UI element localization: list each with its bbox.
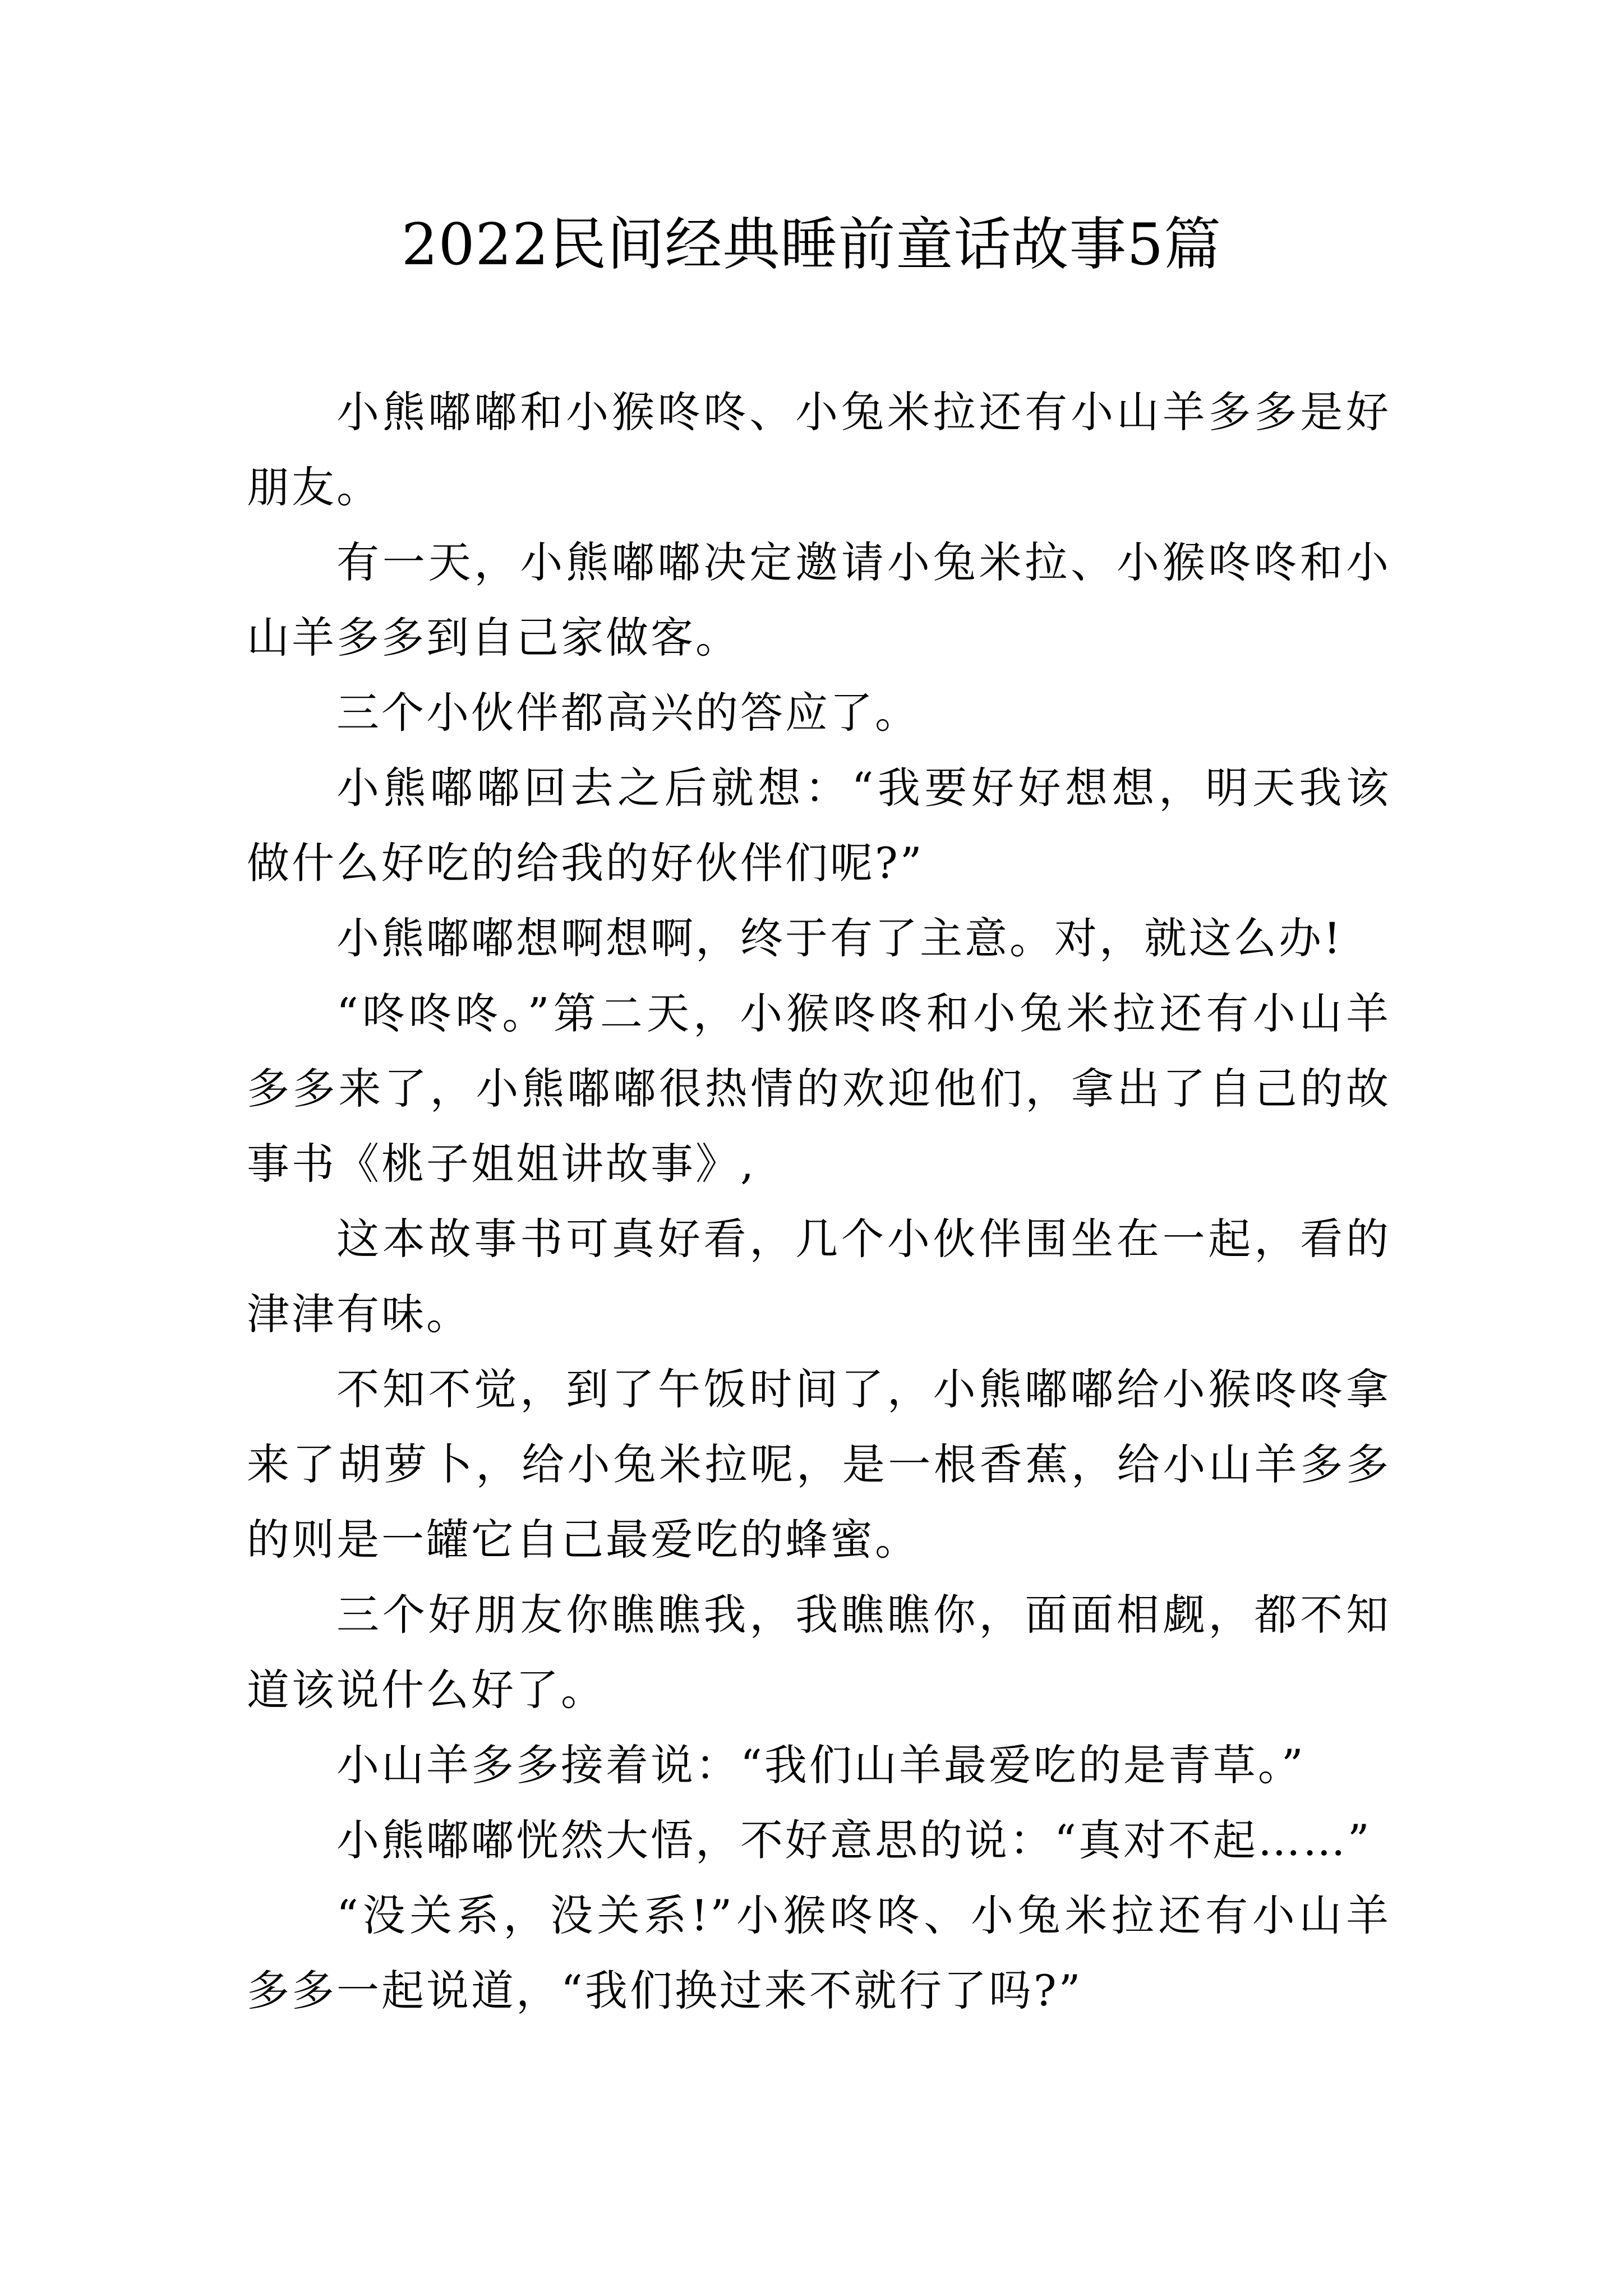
paragraph: 三个好朋友你瞧瞧我，我瞧瞧你，面面相觑，都不知道该说什么好了。: [247, 1590, 1391, 1715]
document-title: 2022民间经典睡前童话故事5篇: [401, 211, 1222, 278]
paragraph: 小熊嘟嘟回去之后就想：“我要好好想想，明天我该做什么好吃的给我的好伙伴们呢?”: [247, 763, 1391, 888]
paragraph: 有一天，小熊嘟嘟决定邀请小兔米拉、小猴咚咚和小山羊多多到自己家做客。: [247, 537, 1391, 662]
document-body: [247, 375, 1391, 2028]
paragraph: 小山羊多多接着说：“我们山羊最爱吃的是青草。”: [336, 1740, 1306, 1790]
paragraph: 小熊嘟嘟想啊想啊，终于有了主意。对，就这么办!: [336, 913, 1343, 963]
paragraph: 这本故事书可真好看，几个小伙伴围坐在一起，看的津津有味。: [247, 1214, 1391, 1339]
paragraph: 小熊嘟嘟恍然大悟，不好意思的说：“真对不起……”: [336, 1815, 1372, 1865]
paragraph: “咚咚咚。”第二天，小猴咚咚和小兔米拉还有小山羊多多来了，小熊嘟嘟很热情的欢迎他们，拿出了自己的故事书《桃子姐姐讲故事》,: [247, 988, 1391, 1189]
paragraph: 不知不觉，到了午饭时间了，小熊嘟嘟给小猴咚咚拿来了胡萝卜，给小兔米拉呢，是一根香蕉，给小山羊多多的则是一罐它自己最爱吃的蜂蜜。: [247, 1364, 1391, 1565]
paragraph: 三个小伙伴都高兴的答应了。: [336, 688, 920, 738]
paragraph: 小熊嘟嘟和小猴咚咚、小兔米拉还有小山羊多多是好朋友。: [247, 387, 1391, 512]
paragraph: “没关系，没关系!”小猴咚咚、小兔米拉还有小山羊多多一起说道，“我们换过来不就行了吗?”: [247, 1890, 1391, 2016]
